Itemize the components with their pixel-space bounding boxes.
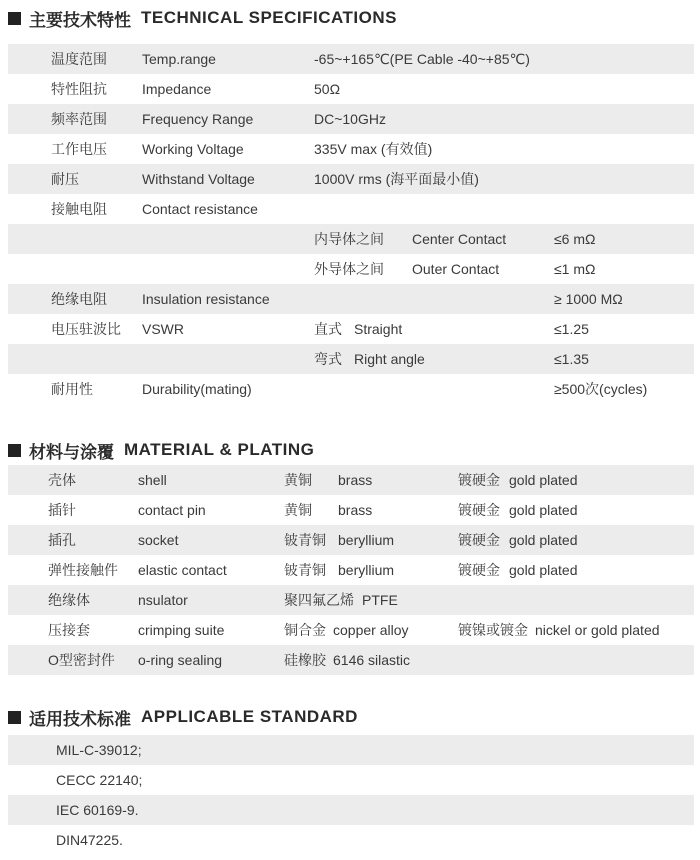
param-value: ≥ 1000 MΩ (554, 291, 623, 307)
plating-en: gold plated (509, 532, 578, 548)
table-row (8, 284, 694, 314)
material-cn: 聚四氟乙烯 (284, 592, 354, 608)
param-value: ≤6 mΩ (554, 231, 596, 247)
param-en: Temp.range (142, 51, 216, 67)
part-en: nsulator (138, 592, 188, 608)
table-row (8, 585, 694, 615)
material-en: 6146 silastic (333, 652, 411, 668)
part-en: contact pin (138, 502, 206, 518)
param-en: Frequency Range (142, 111, 254, 127)
material-en: brass (338, 472, 373, 488)
list-item (8, 735, 694, 765)
table-row (8, 134, 694, 164)
square-bullet-icon (8, 711, 21, 724)
param-en: Durability(mating) (142, 381, 252, 397)
material-cn: 铜合金 (284, 622, 326, 638)
standard-item: MIL-C-39012; (56, 742, 142, 758)
plating-en: gold plated (509, 562, 578, 578)
plating-cn: 镀镍或镀金 (458, 622, 528, 638)
square-bullet-icon (8, 444, 21, 457)
param-value: DC~10GHz (314, 111, 386, 127)
plating-cn: 镀硬金 (458, 472, 500, 488)
table-row (8, 615, 694, 645)
section-title-cn: 材料与涂覆 (29, 442, 114, 462)
plating-en: gold plated (509, 502, 578, 518)
table-row (8, 164, 694, 194)
part-en: shell (138, 472, 167, 488)
section-material-plating (8, 438, 314, 462)
param-value: 1000V rms (海平面最小值) (314, 171, 479, 187)
plating-cn: 镀硬金 (458, 502, 500, 518)
table-row (8, 495, 694, 525)
param-cn: 温度范围 (51, 51, 107, 67)
part-cn: 绝缘体 (48, 592, 90, 608)
plating-en: nickel or gold plated (535, 622, 660, 638)
part-cn: 插孔 (48, 532, 76, 548)
param-value: 50Ω (314, 81, 341, 97)
material-en: brass (338, 502, 373, 518)
technical-specifications-table (8, 44, 694, 404)
sub-param-en: Straight (354, 321, 403, 337)
material-cn: 黄铜 (284, 472, 312, 488)
param-cn: 绝缘电阻 (51, 291, 107, 307)
standard-item: CECC 22140; (56, 772, 143, 788)
table-row (8, 374, 694, 404)
param-cn: 电压驻波比 (51, 321, 121, 337)
part-cn: 弹性接触件 (48, 562, 118, 578)
table-row (8, 254, 694, 284)
sub-param-en: Outer Contact (412, 261, 500, 277)
list-item (8, 795, 694, 825)
material-en: PTFE (362, 592, 398, 608)
sub-param-cn: 外导体之间 (314, 261, 384, 277)
table-row (8, 465, 694, 495)
sub-param-en: Center Contact (412, 231, 507, 247)
section-title-en: TECHNICAL SPECIFICATIONS (141, 8, 397, 27)
sub-param-en: Right angle (354, 351, 425, 367)
param-cn: 耐压 (51, 171, 79, 187)
param-en: Withstand Voltage (142, 171, 255, 187)
material-plating-table (8, 465, 694, 675)
param-en: Impedance (142, 81, 212, 97)
plating-cn: 镀硬金 (458, 562, 500, 578)
square-bullet-icon (8, 12, 21, 25)
plating-en: gold plated (509, 472, 578, 488)
section-applicable-standard (8, 705, 358, 729)
section-title-en: APPLICABLE STANDARD (141, 707, 358, 726)
material-cn: 铍青铜 (284, 532, 326, 548)
section-title-en: MATERIAL & PLATING (124, 440, 315, 459)
table-row (8, 224, 694, 254)
table-row (8, 44, 694, 74)
section-title-cn: 适用技术标准 (29, 709, 131, 729)
section-technical-specifications (8, 6, 397, 30)
material-en: beryllium (338, 532, 395, 548)
material-cn: 铍青铜 (284, 562, 326, 578)
part-cn: O型密封件 (48, 652, 115, 668)
param-cn: 接触电阻 (51, 201, 107, 217)
param-value: ≤1 mΩ (554, 261, 596, 277)
part-en: crimping suite (138, 622, 225, 638)
part-en: o-ring sealing (138, 652, 223, 668)
param-value: ≤1.25 (554, 321, 589, 337)
table-row (8, 74, 694, 104)
param-value: -65~+165℃(PE Cable -40~+85℃) (314, 51, 530, 67)
material-cn: 黄铜 (284, 502, 312, 518)
list-item (8, 765, 694, 795)
part-cn: 插针 (48, 502, 76, 518)
param-cn: 特性阻抗 (51, 81, 107, 97)
applicable-standard-list (8, 735, 694, 855)
param-en: Working Voltage (142, 141, 244, 157)
param-en: Insulation resistance (142, 291, 270, 307)
material-en: copper alloy (333, 622, 409, 638)
table-row (8, 555, 694, 585)
sub-param-cn: 内导体之间 (314, 231, 384, 247)
table-row (8, 104, 694, 134)
table-row (8, 314, 694, 344)
section-title-cn: 主要技术特性 (29, 10, 131, 30)
param-cn: 耐用性 (51, 381, 93, 397)
param-en: VSWR (142, 321, 184, 337)
table-row (8, 194, 694, 224)
standard-item: IEC 60169-9. (56, 802, 139, 818)
param-cn: 频率范围 (51, 111, 107, 127)
part-en: elastic contact (138, 562, 227, 578)
plating-cn: 镀硬金 (458, 532, 500, 548)
part-en: socket (138, 532, 179, 548)
sub-param-cn: 直式 (314, 321, 342, 337)
sub-param-cn: 弯式 (314, 351, 342, 367)
part-cn: 压接套 (48, 622, 90, 638)
part-cn: 壳体 (48, 472, 76, 488)
table-row (8, 645, 694, 675)
param-en: Contact resistance (142, 201, 258, 217)
table-row (8, 525, 694, 555)
param-cn: 工作电压 (51, 141, 107, 157)
standard-item: DIN47225. (56, 832, 123, 848)
param-value: 335V max (有效值) (314, 141, 433, 157)
table-row (8, 344, 694, 374)
material-cn: 硅橡胶 (284, 652, 326, 668)
param-value: ≥500次(cycles) (554, 381, 648, 397)
param-value: ≤1.35 (554, 351, 589, 367)
material-en: beryllium (338, 562, 395, 578)
list-item (8, 825, 694, 855)
